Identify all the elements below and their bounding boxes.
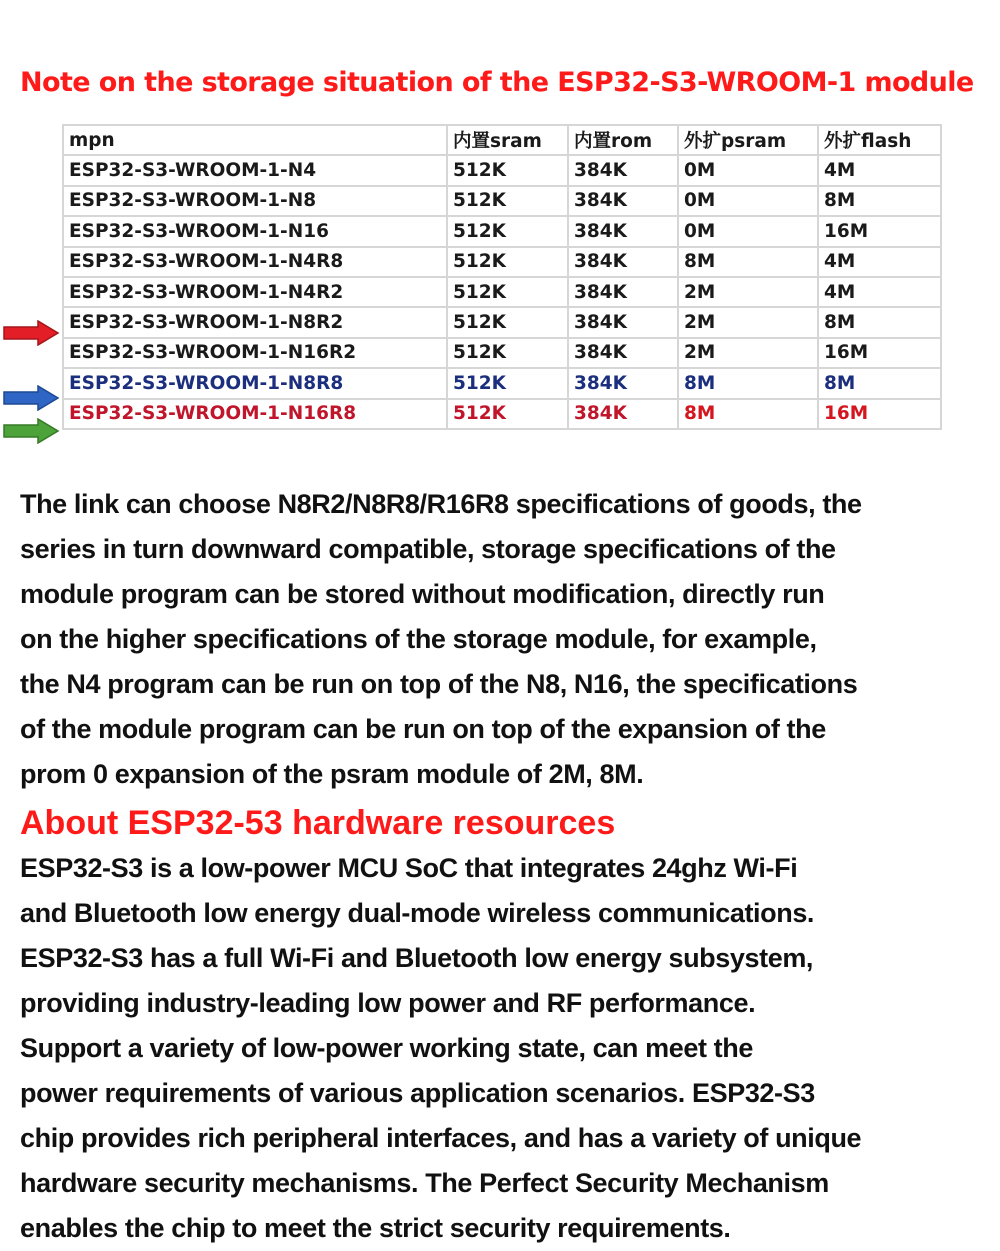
hardware-paragraph <box>20 846 861 1251</box>
paragraph-line: on the higher specifications of the storage module, for example, <box>20 624 817 654</box>
cell-mpn: ESP32-S3-WROOM-1-N4R2 <box>63 277 447 307</box>
table-row <box>63 186 941 216</box>
paragraph-line: the N4 program can be run on top of the N8, N16, the specifications <box>20 669 858 699</box>
cell-mpn: ESP32-S3-WROOM-1-N4R8 <box>63 247 447 277</box>
cell-mpn: ESP32-S3-WROOM-1-N16R8 <box>63 399 447 429</box>
cell-psram: 0M <box>678 216 818 246</box>
table-row <box>63 307 941 337</box>
cell-psram: 0M <box>678 186 818 216</box>
cell-sram: 512K <box>447 186 568 216</box>
cell-rom: 384K <box>568 399 678 429</box>
cell-sram: 512K <box>447 368 568 398</box>
green-arrow-shape <box>4 419 58 443</box>
paragraph-line: Support a variety of low-power working state, can meet the <box>20 1033 753 1063</box>
section-heading: About ESP32-53 hardware resources <box>20 804 616 842</box>
cell-rom: 384K <box>568 247 678 277</box>
table-row-highlight-blue <box>63 368 941 398</box>
header-sram: 内置sram <box>447 125 568 155</box>
paragraph-line: providing industry-leading low power and RF performance. <box>20 988 756 1018</box>
cell-psram: 8M <box>678 368 818 398</box>
cell-rom: 384K <box>568 186 678 216</box>
page-title: Note on the storage situation of the ESP32-S3-WROOM-1 module <box>20 67 974 98</box>
paragraph-line: enables the chip to meet the strict security requirements. <box>20 1213 731 1243</box>
table-row <box>63 216 941 246</box>
red-arrow-icon <box>2 320 60 346</box>
paragraph-line: prom 0 expansion of the psram module of 2M, 8M. <box>20 759 644 789</box>
table-header-row <box>63 125 941 155</box>
cell-rom: 384K <box>568 216 678 246</box>
cell-rom: 384K <box>568 307 678 337</box>
cell-sram: 512K <box>447 307 568 337</box>
cell-mpn: ESP32-S3-WROOM-1-N8R2 <box>63 307 447 337</box>
cell-psram: 2M <box>678 338 818 368</box>
cell-psram: 0M <box>678 155 818 185</box>
cell-flash: 8M <box>818 307 941 337</box>
cell-psram: 2M <box>678 277 818 307</box>
table-row-highlight-red <box>63 399 941 429</box>
blue-arrow-shape <box>4 386 58 410</box>
cell-psram: 8M <box>678 399 818 429</box>
header-mpn: mpn <box>63 125 447 155</box>
paragraph-line: series in turn downward compatible, storage specifications of the <box>20 534 836 564</box>
cell-sram: 512K <box>447 338 568 368</box>
table-row <box>63 338 941 368</box>
table-row <box>63 155 941 185</box>
blue-arrow-icon <box>2 385 60 411</box>
paragraph-line: module program can be stored without modification, directly run <box>20 579 825 609</box>
cell-psram: 8M <box>678 247 818 277</box>
cell-sram: 512K <box>447 247 568 277</box>
cell-rom: 384K <box>568 368 678 398</box>
cell-mpn: ESP32-S3-WROOM-1-N16R2 <box>63 338 447 368</box>
compatibility-paragraph <box>20 482 862 797</box>
cell-flash: 16M <box>818 338 941 368</box>
cell-flash: 4M <box>818 155 941 185</box>
paragraph-line: ESP32-S3 is a low-power MCU SoC that integrates 24ghz Wi-Fi <box>20 853 798 883</box>
red-arrow-shape <box>4 321 58 345</box>
table-row <box>63 247 941 277</box>
cell-mpn: ESP32-S3-WROOM-1-N8R8 <box>63 368 447 398</box>
cell-flash: 4M <box>818 247 941 277</box>
cell-flash: 16M <box>818 399 941 429</box>
paragraph-line: The link can choose N8R2/N8R8/R16R8 specifications of goods, the <box>20 489 862 519</box>
cell-flash: 8M <box>818 368 941 398</box>
cell-mpn: ESP32-S3-WROOM-1-N16 <box>63 216 447 246</box>
header-psram: 外扩psram <box>678 125 818 155</box>
table-row <box>63 277 941 307</box>
cell-flash: 8M <box>818 186 941 216</box>
header-rom: 内置rom <box>568 125 678 155</box>
paragraph-line: power requirements of various application scenarios. ESP32-S3 <box>20 1078 815 1108</box>
paragraph-line: and Bluetooth low energy dual-mode wireless communications. <box>20 898 815 928</box>
cell-rom: 384K <box>568 155 678 185</box>
cell-mpn: ESP32-S3-WROOM-1-N8 <box>63 186 447 216</box>
module-spec-table <box>62 124 942 430</box>
paragraph-line: ESP32-S3 has a full Wi-Fi and Bluetooth low energy subsystem, <box>20 943 814 973</box>
green-arrow-icon <box>2 418 60 444</box>
cell-flash: 16M <box>818 216 941 246</box>
cell-sram: 512K <box>447 155 568 185</box>
paragraph-line: of the module program can be run on top of the expansion of the <box>20 714 826 744</box>
paragraph-line: hardware security mechanisms. The Perfect Security Mechanism <box>20 1168 829 1198</box>
cell-rom: 384K <box>568 338 678 368</box>
cell-sram: 512K <box>447 216 568 246</box>
cell-psram: 2M <box>678 307 818 337</box>
cell-sram: 512K <box>447 399 568 429</box>
cell-mpn: ESP32-S3-WROOM-1-N4 <box>63 155 447 185</box>
cell-flash: 4M <box>818 277 941 307</box>
cell-sram: 512K <box>447 277 568 307</box>
paragraph-line: chip provides rich peripheral interfaces, and has a variety of unique <box>20 1123 862 1153</box>
cell-rom: 384K <box>568 277 678 307</box>
header-flash: 外扩flash <box>818 125 941 155</box>
